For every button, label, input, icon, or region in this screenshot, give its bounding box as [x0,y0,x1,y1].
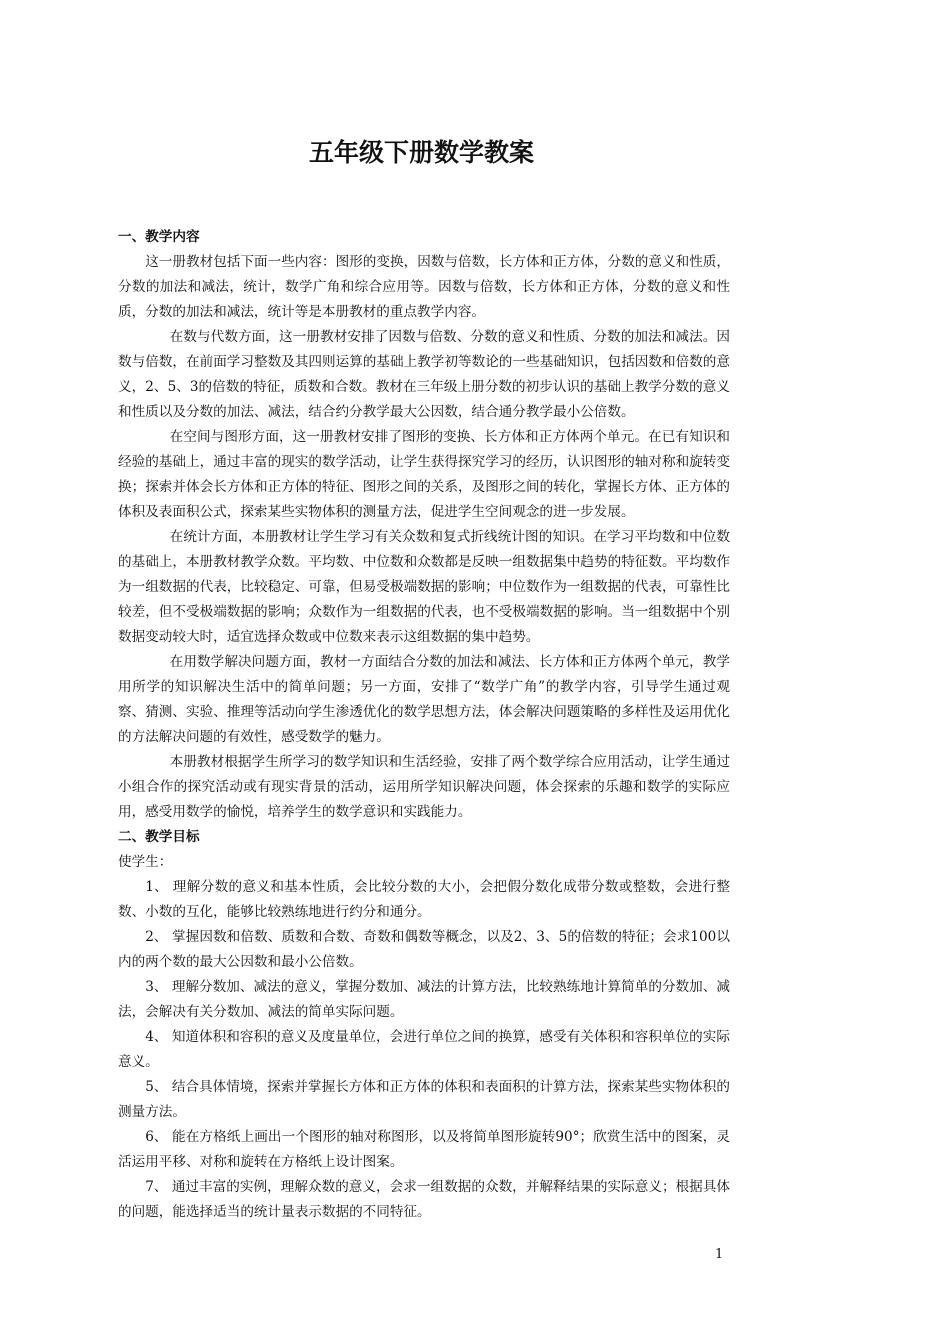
document-title: 五年级下册数学教案 [308,138,534,167]
paragraph-overview: 这一册教材包括下面一些内容：图形的变换，因数与倍数，长方体和正方体，分数的意义和性质，分数的加法和减法，统计，数学广角和综合应用等。因数与倍数，长方体和正方体，分数的意义和性质，分数的加法和减法，统计等是本册教材的重点教学内容。 [118,254,730,320]
document-body [118,225,730,1225]
paragraph-problem-solving: 在用数学解决问题方面，教材一方面结合分数的加法和减法、长方体和正方体两个单元，教学用所学的知识解决生活中的简单问题；另一方面，安排了“数学广角”的教学内容，引导学生通过观察、猜测、实验、推理等活动向学生渗透优化的数学思想方法，体会解决问题策略的多样性及运用优化的方法解决问题的有效性，感受数学的魅力。 [118,654,730,745]
goal-item: 2、 掌握因数和倍数、质数和合数、奇数和偶数等概念，以及2、3、5的倍数的特征；会求100以内的两个数的最大公因数和最小公倍数。 [118,929,730,970]
goal-item: 6、 能在方格纸上画出一个图形的轴对称图形，以及将简单图形旋转90°；欣赏生活中的图案，灵活运用平移、对称和旋转在方格纸上设计图案。 [118,1129,730,1170]
goal-item: 5、 结合具体情境，探索并掌握长方体和正方体的体积和表面积的计算方法，探索某些实物体积的测量方法。 [118,1079,730,1120]
goals-intro: 使学生： [118,854,173,870]
goal-item: 3、 理解分数加、减法的意义，掌握分数加、减法的计算方法，比较熟练地计算简单的分数加、减法，会解决有关分数加、减法的简单实际问题。 [118,979,730,1020]
goal-item: 7、 通过丰富的实例，理解众数的意义，会求一组数据的众数，并解释结果的实际意义；根据具体的问题，能选择适当的统计量表示数据的不同特征。 [118,1179,730,1220]
paragraph-number-algebra: 在数与代数方面，这一册教材安排了因数与倍数、分数的意义和性质、分数的加法和减法。因数与倍数，在前面学习整数及其四则运算的基础上教学初等数论的一些基础知识，包括因数和倍数的意义，2、5、3的倍数的特征，质数和合数。教材在三年级上册分数的初步认识的基础上教学分数的意义和性质以及分数的加法、减法，结合约分教学最大公因数，结合通分教学最小公倍数。 [118,329,730,420]
section-heading-teaching-goals: 二、教学目标 [118,829,200,845]
goal-item: 1、 理解分数的意义和基本性质，会比较分数的大小，会把假分数化成带分数或整数，会进行整数、小数的互化，能够比较熟练地进行约分和通分。 [118,879,730,920]
page-number: 1 [715,1247,724,1262]
paragraph-applied-activities: 本册教材根据学生所学习的数学知识和生活经验，安排了两个数学综合应用活动，让学生通过小组合作的探究活动或有现实背景的活动，运用所学知识解决问题，体会探索的乐趣和数学的实际应用，感受用数学的愉悦，培养学生的数学意识和实践能力。 [118,754,730,820]
paragraph-statistics: 在统计方面，本册教材让学生学习有关众数和复式折线统计图的知识。在学习平均数和中位数的基础上，本册教材教学众数。平均数、中位数和众数都是反映一组数据集中趋势的特征数。平均数作为一组数据的代表，比较稳定、可靠，但易受极端数据的影响；中位数作为一组数据的代表，可靠性比较差，但不受极端数据的影响；众数作为一组数据的代表，也不受极端数据的影响。当一组数据中个别数据变动较大时，适宜选择众数或中位数来表示这组数据的集中趋势。 [118,529,730,645]
section-heading-teaching-content: 一、教学内容 [118,229,200,245]
goal-item: 4、 知道体积和容积的意义及度量单位，会进行单位之间的换算，感受有关体积和容积单位的实际意义。 [118,1029,730,1070]
paragraph-space-geometry: 在空间与图形方面，这一册教材安排了图形的变换、长方体和正方体两个单元。在已有知识和经验的基础上，通过丰富的现实的数学活动，让学生获得探究学习的经历，认识图形的轴对称和旋转变换；探索并体会长方体和正方体的特征、图形之间的关系，及图形之间的转化，掌握长方体、正方体的体积及表面积公式，探索某些实物体积的测量方法，促进学生空间观念的进一步发展。 [118,429,730,520]
